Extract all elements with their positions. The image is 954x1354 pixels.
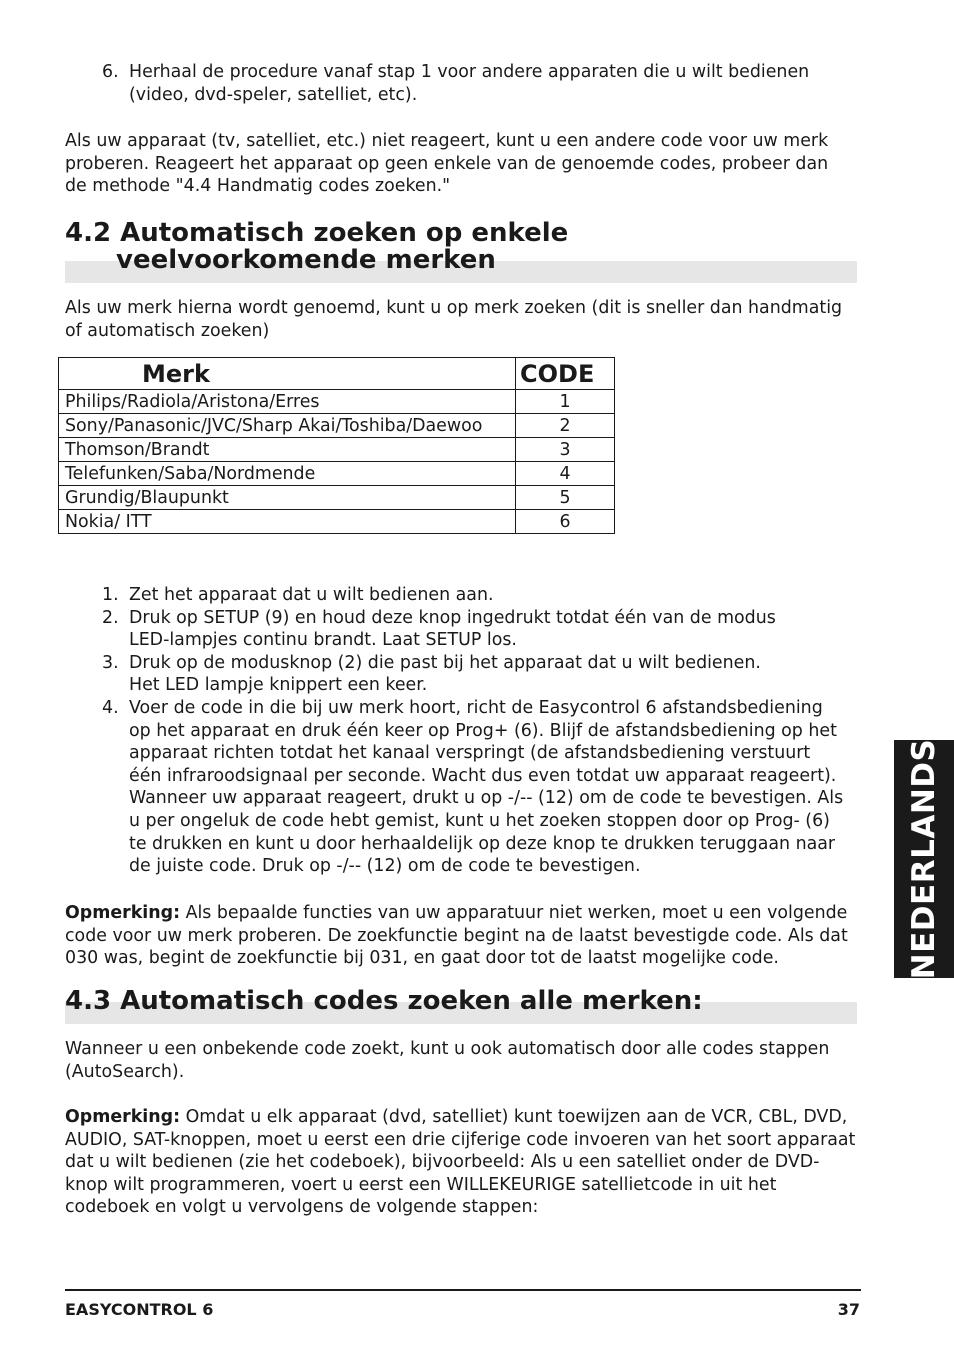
table-row bbox=[59, 414, 615, 438]
list-number: 3. bbox=[102, 652, 119, 673]
brand-code-table bbox=[58, 357, 615, 534]
code-cell: 3 bbox=[516, 438, 615, 462]
brand-cell: Sony/Panasonic/JVC/Sharp Akai/Toshiba/Daewoo bbox=[59, 414, 516, 438]
brand-cell: Grundig/Blaupunkt bbox=[59, 486, 516, 510]
paragraph-autosearch: Wanneer u een onbekende code zoekt, kunt u ook automatisch door alle codes stappen (AutoSearch). bbox=[65, 1039, 830, 1082]
note-text: Als bepaalde functies van uw apparatuur niet werken, moet u een volgende code voor uw merk proberen. De zoekfunctie begint na de laatst bevestigde code. Als dat 030 was, begint de zoekfunctie bij 031, en gaat door tot de laatst mogelijke code. bbox=[65, 903, 848, 969]
code-cell: 1 bbox=[516, 390, 615, 414]
paragraph-no-response: Als uw apparaat (tv, satelliet, etc.) niet reageert, kunt u een andere code voor uw merk proberen. Reageert het apparaat op geen enkele van de genoemde codes, probeer dan de methode "4.4 Handmatig codes zoeken." bbox=[65, 131, 829, 197]
section-4-2-title bbox=[65, 220, 857, 274]
table-row bbox=[59, 462, 615, 486]
list-number: 1. bbox=[102, 585, 119, 605]
brand-cell: Thomson/Brandt bbox=[59, 438, 516, 462]
paragraph-brand-search: Als uw merk hierna wordt genoemd, kunt u op merk zoeken (dit is sneller dan handmatig of automatisch zoeken) bbox=[65, 298, 843, 341]
note-label: Opmerking: bbox=[65, 903, 181, 923]
header-merk: Merk bbox=[59, 358, 516, 390]
list-item bbox=[102, 652, 847, 697]
table-row bbox=[59, 438, 615, 462]
list-text: Zet het apparaat dat u wilt bedienen aan. bbox=[129, 585, 494, 605]
header-code: CODE bbox=[516, 358, 615, 390]
code-cell: 2 bbox=[516, 414, 615, 438]
list-item bbox=[102, 61, 862, 106]
section-4-2-heading bbox=[65, 220, 857, 284]
note-label: Opmerking: bbox=[65, 1107, 181, 1127]
footer-page-number: 37 bbox=[837, 1300, 860, 1319]
list-item bbox=[102, 607, 847, 652]
table-header-row bbox=[59, 358, 615, 390]
note-device-code bbox=[65, 1106, 860, 1219]
brand-cell: Nokia/ ITT bbox=[59, 510, 516, 534]
section-4-3-title: 4.3 Automatisch codes zoeken alle merken: bbox=[65, 986, 703, 1016]
heading-line-1: 4.2 Automatisch zoeken op enkele bbox=[65, 218, 569, 248]
code-cell: 4 bbox=[516, 462, 615, 486]
code-cell: 5 bbox=[516, 486, 615, 510]
language-tab-label: NEDERLANDS bbox=[906, 738, 942, 980]
language-tab bbox=[894, 740, 954, 978]
list-item bbox=[102, 584, 847, 607]
section-4-3-heading bbox=[65, 988, 857, 1024]
table-row bbox=[59, 510, 615, 534]
list-text: Druk op de modusknop (2) die past bij het apparaat dat u wilt bedienen. Het LED lampje knippert een keer. bbox=[129, 652, 761, 696]
intro-list bbox=[102, 61, 862, 106]
table-row bbox=[59, 390, 615, 414]
list-text: Druk op SETUP (9) en houd deze knop ingedrukt totdat één van de modus LED-lampjes continu brandt. Laat SETUP los. bbox=[129, 607, 776, 651]
note-next-code bbox=[65, 902, 860, 970]
note-text: Omdat u elk apparaat (dvd, satelliet) kunt toewijzen aan de VCR, CBL, DVD, AUDIO, SAT-knoppen, moet u eerst een drie cijferige code invoeren van het soort apparaat dat u wilt bedienen (zie het codeboek), bijvoorbeeld: Als u een satelliet onder de DVD-knop wilt programmeren, voert u eerst een WILLEKEURIGE satellietcode in uit het codeboek en volgt u vervolgens de volgende stappen: bbox=[65, 1107, 856, 1218]
list-item bbox=[102, 697, 847, 878]
brand-cell: Telefunken/Saba/Nordmende bbox=[59, 462, 516, 486]
list-number: 4. bbox=[102, 697, 119, 718]
code-cell: 6 bbox=[516, 510, 615, 534]
steps-list bbox=[102, 584, 847, 878]
table-row bbox=[59, 486, 615, 510]
list-number: 6. bbox=[102, 62, 119, 82]
list-number: 2. bbox=[102, 607, 119, 628]
heading-line-2: veelvoorkomende merken bbox=[116, 245, 496, 275]
footer-divider bbox=[65, 1289, 861, 1291]
brand-cell: Philips/Radiola/Aristona/Erres bbox=[59, 390, 516, 414]
list-text: Herhaal de procedure vanaf stap 1 voor andere apparaten die u wilt bedienen (video, dvd-speler, satelliet, etc). bbox=[129, 62, 810, 105]
footer-product: EASYCONTROL 6 bbox=[65, 1300, 214, 1319]
list-text: Voer de code in die bij uw merk hoort, richt de Easycontrol 6 afstandsbediening op het apparaat en druk één keer op Prog+ (6). Blijf de afstandsbediening op het apparaat richten totdat het kanaal verspringt (de afstandsbediening verstuurt één infraroodsignaal per seconde. Wacht dus even totdat uw apparaat reageert). Wanneer uw apparaat reageert, drukt u op -/-- (12) om de code te bevestigen. Als u per ongeluk de code hebt gemist, kunt u het zoeken stoppen door op Prog- (6) te drukken en kunt u door herhaaldelijk op deze knop te drukken teruggaan naar de juiste code. Druk op -/-- (12) om de code te bevestigen. bbox=[129, 697, 844, 877]
